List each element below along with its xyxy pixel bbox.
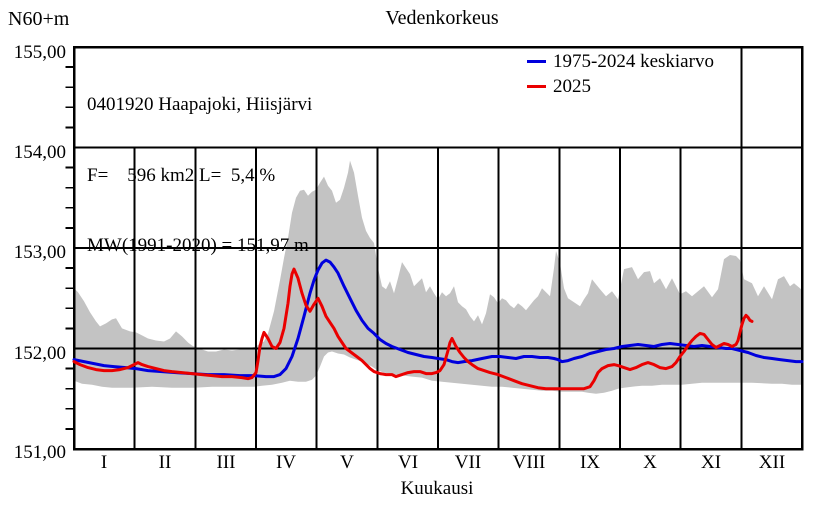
y-tick-label-154: 154,00 — [13, 142, 66, 163]
station-info-block — [87, 46, 312, 281]
legend-item-mean — [527, 49, 714, 74]
y-minor-ticks — [66, 67, 75, 429]
month-label-may: V — [340, 452, 354, 473]
month-label-feb: II — [158, 452, 172, 473]
month-label-sep: IX — [579, 452, 601, 473]
month-label-mar: III — [216, 452, 236, 473]
month-label-aug: VIII — [512, 452, 546, 473]
chart-title: Vedenkorkeus — [385, 7, 499, 29]
legend-item-2025 — [527, 74, 714, 99]
month-label-apr: IV — [275, 452, 297, 473]
mean-line-swatch-icon — [527, 60, 546, 63]
y-tick-label-153: 153,00 — [13, 242, 66, 263]
month-label-jan: I — [100, 452, 108, 473]
month-label-oct: X — [643, 452, 657, 473]
legend-label-2025: 2025 — [553, 75, 591, 97]
month-label-jul: VII — [454, 452, 482, 473]
y-axis-unit-label: N60+m — [8, 8, 70, 30]
month-label-nov: XI — [700, 452, 722, 473]
x-axis-title: Kuukausi — [400, 478, 474, 499]
current-year-line-swatch-icon — [527, 85, 546, 88]
legend — [527, 49, 714, 99]
y-tick-label-155: 155,00 — [13, 42, 66, 63]
legend-label-mean: 1975-2024 keskiarvo — [553, 50, 714, 72]
station-info-line-2: F= 596 km2 L= 5,4 % — [87, 164, 276, 186]
y-tick-label-152: 152,00 — [13, 343, 66, 364]
month-label-dec: XII — [758, 452, 786, 473]
station-info-line-1: 0401920 Haapajoki, Hiisjärvi — [87, 94, 313, 115]
station-info-line-3: MW(1991-2020) = 151,97 m — [87, 235, 309, 256]
y-tick-label-151: 151,00 — [13, 442, 66, 463]
month-label-jun: VI — [397, 452, 419, 473]
